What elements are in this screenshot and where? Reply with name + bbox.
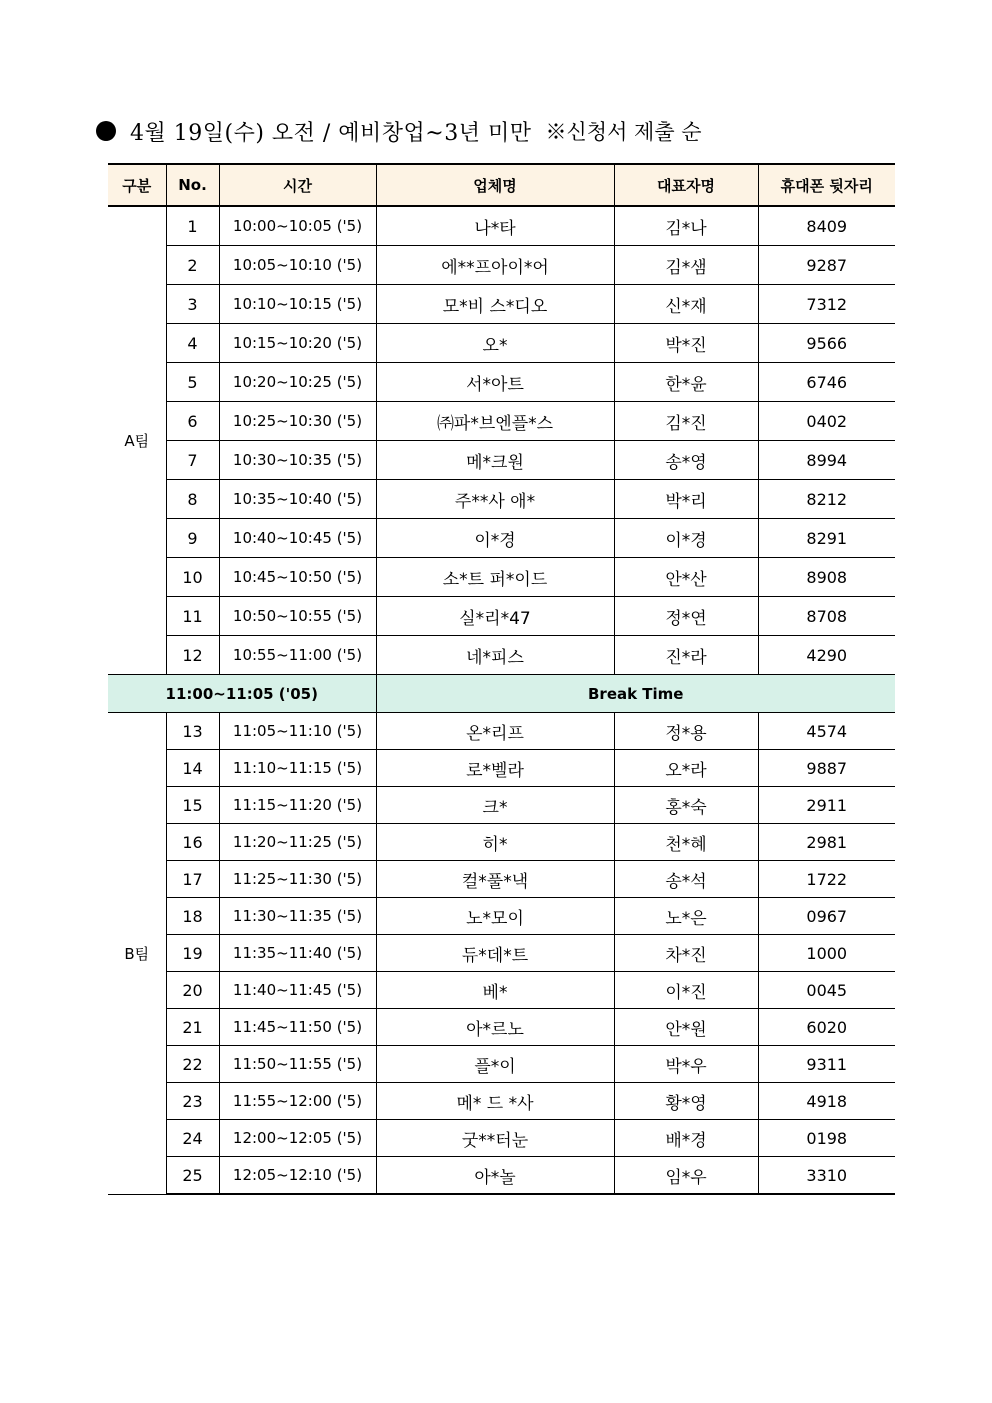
- team-b-rows: [108, 713, 895, 1195]
- row-company: 크*: [376, 787, 614, 824]
- row-number: 11: [166, 597, 219, 636]
- row-number: 4: [166, 324, 219, 363]
- row-phone: 8994: [758, 441, 895, 480]
- row-representative: 송*석: [614, 861, 758, 898]
- table-row: [108, 480, 895, 519]
- row-phone: 9887: [758, 750, 895, 787]
- row-company: 네*피스: [376, 636, 614, 675]
- team-label: A팀: [108, 206, 166, 675]
- row-time: 10:10~10:15 ('5): [219, 285, 376, 324]
- row-number: 21: [166, 1009, 219, 1046]
- row-time: 11:35~11:40 ('5): [219, 935, 376, 972]
- row-time: 11:10~11:15 ('5): [219, 750, 376, 787]
- row-phone: 0967: [758, 898, 895, 935]
- row-representative: 정*용: [614, 713, 758, 750]
- row-representative: 노*은: [614, 898, 758, 935]
- row-representative: 안*원: [614, 1009, 758, 1046]
- row-time: 10:50~10:55 ('5): [219, 597, 376, 636]
- row-representative: 이*경: [614, 519, 758, 558]
- row-time: 10:25~10:30 ('5): [219, 402, 376, 441]
- row-number: 18: [166, 898, 219, 935]
- row-time: 10:15~10:20 ('5): [219, 324, 376, 363]
- row-company: 에**프아이*어: [376, 246, 614, 285]
- row-phone: 0045: [758, 972, 895, 1009]
- row-company: 로*벨라: [376, 750, 614, 787]
- row-representative: 황*영: [614, 1083, 758, 1120]
- row-time: 12:05~12:10 ('5): [219, 1157, 376, 1195]
- row-time: 10:40~10:45 ('5): [219, 519, 376, 558]
- schedule-heading: [96, 114, 702, 148]
- row-representative: 한*윤: [614, 363, 758, 402]
- row-number: 19: [166, 935, 219, 972]
- bullet-icon: [96, 121, 116, 141]
- table-row: [108, 246, 895, 285]
- row-company: 이*경: [376, 519, 614, 558]
- header-representative: 대표자명: [614, 164, 758, 206]
- row-number: 16: [166, 824, 219, 861]
- team-a-rows: [108, 206, 895, 675]
- row-time: 11:40~11:45 ('5): [219, 972, 376, 1009]
- row-time: 12:00~12:05 ('5): [219, 1120, 376, 1157]
- row-time: 11:20~11:25 ('5): [219, 824, 376, 861]
- table-row: [108, 519, 895, 558]
- row-representative: 김*나: [614, 206, 758, 246]
- row-number: 17: [166, 861, 219, 898]
- row-representative: 송*영: [614, 441, 758, 480]
- row-time: 10:30~10:35 ('5): [219, 441, 376, 480]
- row-number: 25: [166, 1157, 219, 1195]
- header-category: 구분: [108, 164, 166, 206]
- table-row: [108, 1009, 895, 1046]
- break-time: 11:00~11:05 ('05): [108, 675, 376, 713]
- table-row: [108, 861, 895, 898]
- heading-note: ※신청서 제출 순: [545, 120, 702, 144]
- row-company: 오*: [376, 324, 614, 363]
- table-row: [108, 206, 895, 246]
- break-row: [108, 675, 895, 713]
- row-time: 10:45~10:50 ('5): [219, 558, 376, 597]
- row-representative: 이*진: [614, 972, 758, 1009]
- table-row: [108, 1083, 895, 1120]
- row-company: 노*모이: [376, 898, 614, 935]
- table-row: [108, 1046, 895, 1083]
- table-row: [108, 972, 895, 1009]
- row-number: 3: [166, 285, 219, 324]
- row-representative: 천*혜: [614, 824, 758, 861]
- row-time: 10:00~10:05 ('5): [219, 206, 376, 246]
- header-phone: 휴대폰 뒷자리: [758, 164, 895, 206]
- row-number: 22: [166, 1046, 219, 1083]
- row-representative: 진*라: [614, 636, 758, 675]
- row-number: 23: [166, 1083, 219, 1120]
- row-company: 베*: [376, 972, 614, 1009]
- table-row: [108, 1157, 895, 1195]
- table-row: [108, 1120, 895, 1157]
- row-company: 플*이: [376, 1046, 614, 1083]
- row-phone: 2911: [758, 787, 895, 824]
- row-phone: 9311: [758, 1046, 895, 1083]
- row-company: 주**사 애*: [376, 480, 614, 519]
- row-time: 10:55~11:00 ('5): [219, 636, 376, 675]
- row-time: 10:05~10:10 ('5): [219, 246, 376, 285]
- table-row: [108, 597, 895, 636]
- row-number: 12: [166, 636, 219, 675]
- row-phone: 4290: [758, 636, 895, 675]
- row-representative: 김*샘: [614, 246, 758, 285]
- row-representative: 김*진: [614, 402, 758, 441]
- team-label: B팀: [108, 713, 166, 1195]
- row-representative: 임*우: [614, 1157, 758, 1195]
- table-row: [108, 441, 895, 480]
- row-company: 서*아트: [376, 363, 614, 402]
- row-phone: 2981: [758, 824, 895, 861]
- row-representative: 안*산: [614, 558, 758, 597]
- row-company: 실*리*47: [376, 597, 614, 636]
- row-time: 11:15~11:20 ('5): [219, 787, 376, 824]
- row-representative: 정*연: [614, 597, 758, 636]
- row-representative: 배*경: [614, 1120, 758, 1157]
- row-company: 히*: [376, 824, 614, 861]
- row-company: 나*타: [376, 206, 614, 246]
- row-phone: 8409: [758, 206, 895, 246]
- header-row: [108, 164, 895, 206]
- table-row: [108, 558, 895, 597]
- row-representative: 차*진: [614, 935, 758, 972]
- table-row: [108, 787, 895, 824]
- row-company: ㈜파*브엔플*스: [376, 402, 614, 441]
- row-time: 11:05~11:10 ('5): [219, 713, 376, 750]
- row-time: 10:20~10:25 ('5): [219, 363, 376, 402]
- row-phone: 6020: [758, 1009, 895, 1046]
- table-row: [108, 713, 895, 750]
- row-representative: 박*우: [614, 1046, 758, 1083]
- row-representative: 오*라: [614, 750, 758, 787]
- row-number: 8: [166, 480, 219, 519]
- table-row: [108, 898, 895, 935]
- row-phone: 1000: [758, 935, 895, 972]
- row-number: 7: [166, 441, 219, 480]
- row-company: 아*놀: [376, 1157, 614, 1195]
- row-phone: 6746: [758, 363, 895, 402]
- break-section: [108, 675, 895, 713]
- row-company: 메*크원: [376, 441, 614, 480]
- row-number: 14: [166, 750, 219, 787]
- table-row: [108, 935, 895, 972]
- row-phone: 0198: [758, 1120, 895, 1157]
- row-phone: 4574: [758, 713, 895, 750]
- row-phone: 9287: [758, 246, 895, 285]
- row-time: 11:25~11:30 ('5): [219, 861, 376, 898]
- row-company: 아*르노: [376, 1009, 614, 1046]
- row-number: 5: [166, 363, 219, 402]
- row-number: 6: [166, 402, 219, 441]
- table-row: [108, 324, 895, 363]
- row-phone: 7312: [758, 285, 895, 324]
- heading-title: 4월 19일(수) 오전 / 예비창업~3년 미만: [130, 120, 532, 146]
- row-company: 소*트 퍼*이드: [376, 558, 614, 597]
- row-phone: 8212: [758, 480, 895, 519]
- row-phone: 3310: [758, 1157, 895, 1195]
- table-row: [108, 750, 895, 787]
- table-row: [108, 402, 895, 441]
- row-time: 11:45~11:50 ('5): [219, 1009, 376, 1046]
- row-time: 10:35~10:40 ('5): [219, 480, 376, 519]
- header-time: 시간: [219, 164, 376, 206]
- row-phone: 9566: [758, 324, 895, 363]
- row-company: 컬*풀*낵: [376, 861, 614, 898]
- header-number: No.: [166, 164, 219, 206]
- table-row: [108, 824, 895, 861]
- row-phone: 8291: [758, 519, 895, 558]
- schedule-table: [108, 163, 895, 1195]
- row-time: 11:50~11:55 ('5): [219, 1046, 376, 1083]
- row-phone: 8708: [758, 597, 895, 636]
- header-company: 업체명: [376, 164, 614, 206]
- row-number: 9: [166, 519, 219, 558]
- row-number: 1: [166, 206, 219, 246]
- row-number: 15: [166, 787, 219, 824]
- row-number: 10: [166, 558, 219, 597]
- row-number: 24: [166, 1120, 219, 1157]
- row-representative: 박*진: [614, 324, 758, 363]
- row-company: 듀*데*트: [376, 935, 614, 972]
- break-label: Break Time: [376, 675, 895, 713]
- row-representative: 홍*숙: [614, 787, 758, 824]
- row-number: 20: [166, 972, 219, 1009]
- row-phone: 0402: [758, 402, 895, 441]
- row-time: 11:30~11:35 ('5): [219, 898, 376, 935]
- row-phone: 1722: [758, 861, 895, 898]
- table-row: [108, 285, 895, 324]
- row-company: 굿**터눈: [376, 1120, 614, 1157]
- row-phone: 8908: [758, 558, 895, 597]
- row-company: 온*리프: [376, 713, 614, 750]
- table-row: [108, 636, 895, 675]
- row-number: 13: [166, 713, 219, 750]
- row-company: 모*비 스*디오: [376, 285, 614, 324]
- row-time: 11:55~12:00 ('5): [219, 1083, 376, 1120]
- row-representative: 신*재: [614, 285, 758, 324]
- row-phone: 4918: [758, 1083, 895, 1120]
- row-representative: 박*리: [614, 480, 758, 519]
- row-number: 2: [166, 246, 219, 285]
- table-row: [108, 363, 895, 402]
- row-company: 메* 드 *사: [376, 1083, 614, 1120]
